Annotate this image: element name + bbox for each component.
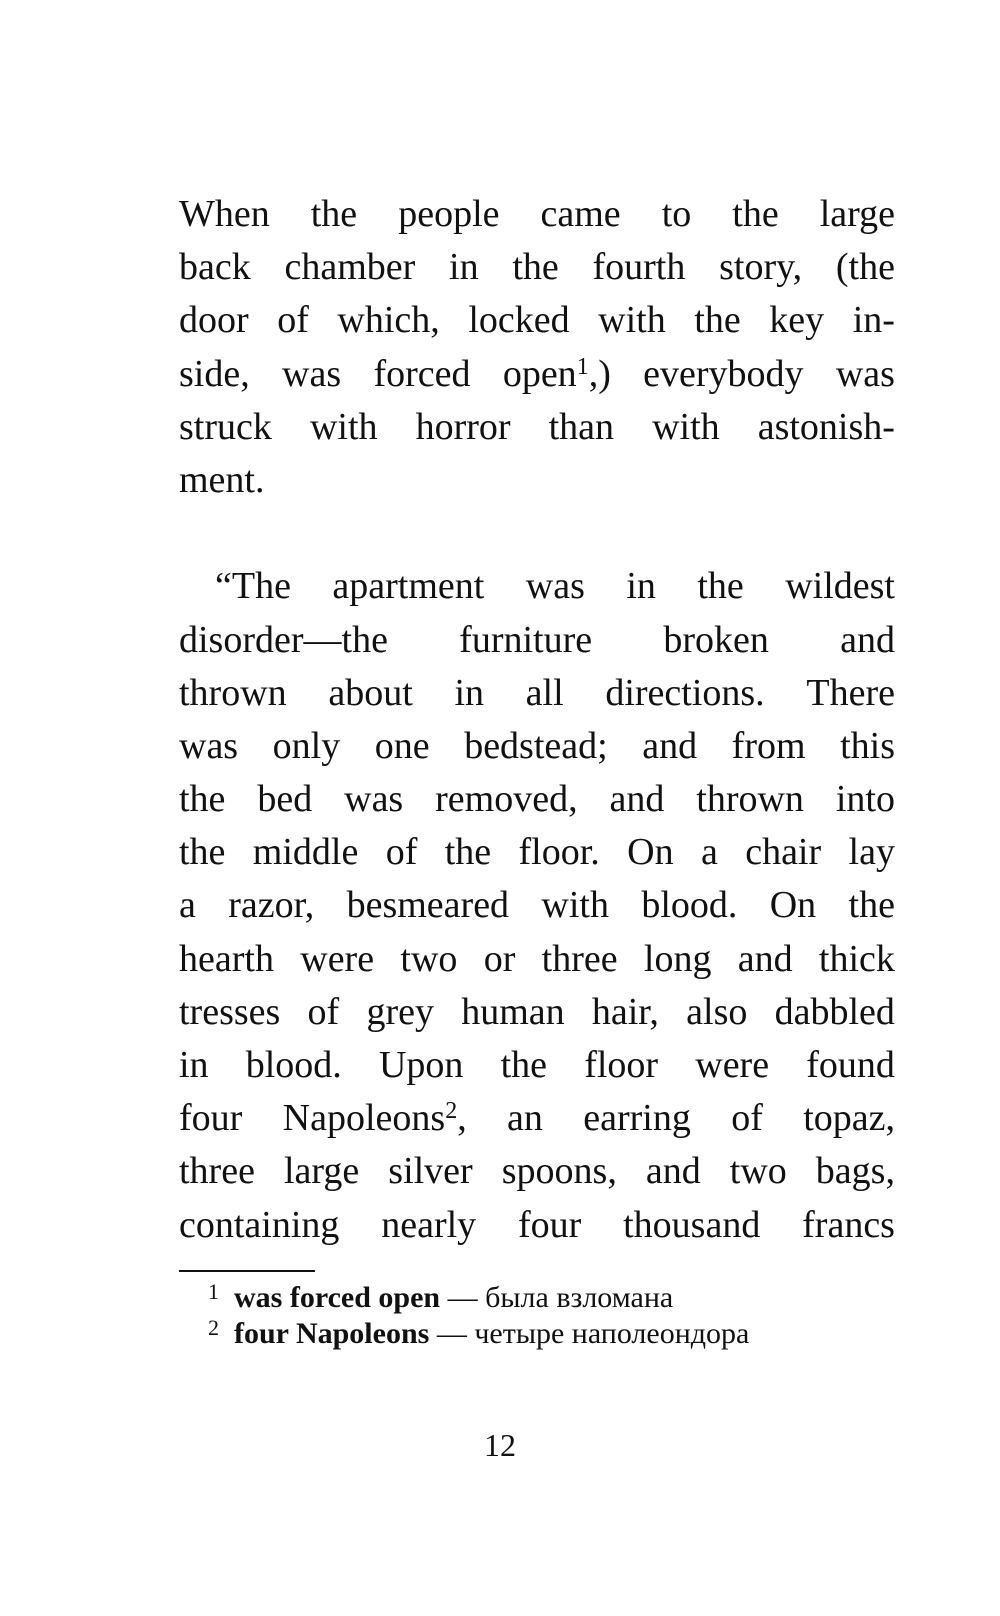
word: Napoleons: [282, 1097, 446, 1140]
word: the: [179, 778, 226, 821]
word: four: [517, 1203, 582, 1246]
word: a: [700, 831, 718, 874]
text-line: [179, 1092, 895, 1145]
text-line: [179, 986, 895, 1039]
word: ment.: [179, 458, 265, 501]
word: middle: [252, 831, 359, 874]
word: and: [645, 1150, 701, 1193]
word: and: [609, 778, 665, 821]
word: francs: [802, 1203, 895, 1246]
word: in-: [852, 299, 895, 342]
word: floor.: [518, 831, 600, 874]
word: horror: [415, 405, 511, 448]
text-line: [179, 826, 895, 879]
word: the: [500, 1044, 548, 1086]
footnote: 1 was forced open — была взломана: [208, 1279, 674, 1314]
footnote-reference: 1: [576, 353, 589, 380]
word: grey: [366, 990, 434, 1033]
word: thrown: [179, 671, 287, 714]
word: back: [179, 246, 251, 289]
word: locked: [468, 299, 570, 342]
paragraph-gap: [179, 507, 895, 560]
text-line: [179, 1199, 895, 1252]
word: a: [179, 884, 196, 927]
footnote-term: was forced open: [234, 1281, 441, 1314]
word: from: [731, 724, 806, 767]
word: this: [840, 724, 895, 767]
word: human: [461, 990, 565, 1033]
word: story,: [719, 246, 803, 289]
word: wildest: [785, 565, 895, 608]
footnote-divider: [179, 1270, 315, 1272]
word: When: [179, 193, 270, 235]
word: was: [835, 352, 895, 395]
word: razor,: [228, 884, 315, 927]
word: about: [328, 671, 413, 714]
word: directions.: [605, 671, 765, 714]
word: disorder—the: [179, 618, 388, 661]
word: and: [642, 724, 698, 767]
word: spoons,: [501, 1150, 617, 1193]
word: of: [731, 1097, 763, 1140]
word: in: [179, 1044, 209, 1086]
word: long: [643, 937, 712, 980]
footnote-translation: — четыре наполеондора: [429, 1317, 750, 1350]
word-with-footnote-ref: [503, 348, 611, 401]
word: large: [819, 193, 895, 235]
word: one: [374, 724, 430, 767]
word: the: [848, 884, 895, 927]
word: four: [179, 1097, 243, 1140]
word: broken: [663, 618, 769, 661]
word: were: [695, 1044, 770, 1086]
word: was: [282, 352, 342, 395]
word: ,: [457, 1097, 467, 1140]
word: to: [661, 193, 692, 235]
text-line: [179, 560, 895, 613]
word: side,: [179, 352, 250, 395]
word: containing: [179, 1203, 340, 1246]
word: “The: [215, 565, 291, 608]
word: which,: [337, 299, 440, 342]
word: people: [398, 193, 500, 235]
word: in: [449, 246, 479, 289]
word: bedstead;: [464, 724, 608, 767]
word: dabbled: [774, 990, 895, 1033]
word: bed: [257, 778, 313, 821]
word: Upon: [378, 1044, 464, 1086]
text-line: [179, 348, 895, 401]
word: the: [512, 246, 559, 289]
word: the: [444, 831, 492, 874]
word: open: [502, 352, 577, 395]
body-text: [179, 188, 895, 1252]
word: the: [694, 299, 741, 342]
word: furniture: [459, 618, 593, 661]
word: blood.: [245, 1044, 342, 1086]
text-line: [179, 241, 895, 294]
text-line: [179, 614, 895, 667]
word: in: [626, 565, 656, 608]
word: bags,: [815, 1150, 895, 1193]
word: hair,: [591, 990, 659, 1033]
word: forced: [373, 352, 471, 395]
footnotes: [208, 1280, 888, 1352]
word: with: [541, 884, 609, 927]
word: fourth: [592, 246, 686, 289]
word: found: [806, 1044, 895, 1086]
word: There: [806, 671, 895, 714]
text-line: [179, 667, 895, 720]
word: besmeared: [346, 884, 510, 927]
word: than: [548, 405, 615, 448]
word: the: [697, 565, 744, 608]
text-line: [179, 879, 895, 932]
word: tresses: [179, 990, 281, 1033]
text-line: [179, 401, 895, 454]
word: of: [277, 299, 309, 342]
word: silver: [388, 1150, 473, 1193]
word: thousand: [623, 1203, 761, 1246]
text-line: [179, 294, 895, 347]
word: chair: [745, 831, 822, 874]
word: and: [840, 618, 895, 661]
word: blood.: [641, 884, 738, 927]
word: chamber: [284, 246, 416, 289]
word: apartment: [332, 565, 485, 608]
word: struck: [179, 405, 272, 448]
text-line: [179, 773, 895, 826]
word: On: [627, 831, 674, 874]
footnote-translation: — была взломана: [440, 1281, 674, 1314]
word: two: [400, 937, 458, 980]
word: thick: [818, 937, 895, 980]
footnote-term: four Napoleons: [234, 1317, 430, 1350]
word: two: [729, 1150, 787, 1193]
word: of: [385, 831, 418, 874]
word: an: [507, 1097, 543, 1140]
word-with-footnote-ref: [283, 1092, 467, 1145]
footnote: 2 four Napoleons — четыре наполеондора: [208, 1315, 750, 1350]
word: topaz,: [803, 1097, 895, 1140]
word: thrown: [696, 778, 804, 821]
word: three: [541, 937, 618, 980]
word: only: [272, 724, 341, 767]
word: floor: [584, 1044, 659, 1086]
word: of: [307, 990, 340, 1033]
word: astonish-: [757, 405, 895, 448]
word: (the: [835, 246, 895, 289]
text-line: [179, 720, 895, 773]
word: everybody: [643, 352, 804, 395]
page-number: 12: [484, 1427, 516, 1463]
word: lay: [848, 831, 895, 874]
word: and: [737, 937, 793, 980]
text-line: [179, 1145, 895, 1198]
word: earring: [583, 1097, 691, 1140]
word: large: [283, 1150, 360, 1193]
word: removed,: [435, 778, 578, 821]
word: with: [598, 299, 666, 342]
word: was: [179, 724, 239, 767]
word: three: [179, 1150, 255, 1193]
word: nearly: [381, 1203, 477, 1246]
footnote-reference: 2: [445, 1098, 458, 1125]
word: or: [483, 937, 516, 980]
word: On: [769, 884, 817, 927]
word: in: [454, 671, 484, 714]
word: the: [732, 193, 779, 235]
word: also: [686, 990, 748, 1033]
text-line: [179, 1039, 895, 1092]
word: the: [179, 831, 226, 874]
word: was: [525, 565, 585, 608]
word: key: [769, 299, 825, 342]
text-line: [179, 188, 895, 241]
word: hearth: [179, 937, 274, 980]
word: with: [652, 405, 720, 448]
text-line: [179, 933, 895, 986]
word: was: [344, 778, 404, 821]
word: with: [309, 405, 378, 448]
word: came: [540, 193, 621, 235]
word: the: [310, 193, 358, 235]
word: into: [835, 778, 895, 821]
word: were: [300, 937, 375, 980]
word: all: [525, 671, 564, 714]
word: door: [179, 299, 249, 342]
word: ,): [588, 352, 611, 395]
text-line: [179, 454, 895, 507]
